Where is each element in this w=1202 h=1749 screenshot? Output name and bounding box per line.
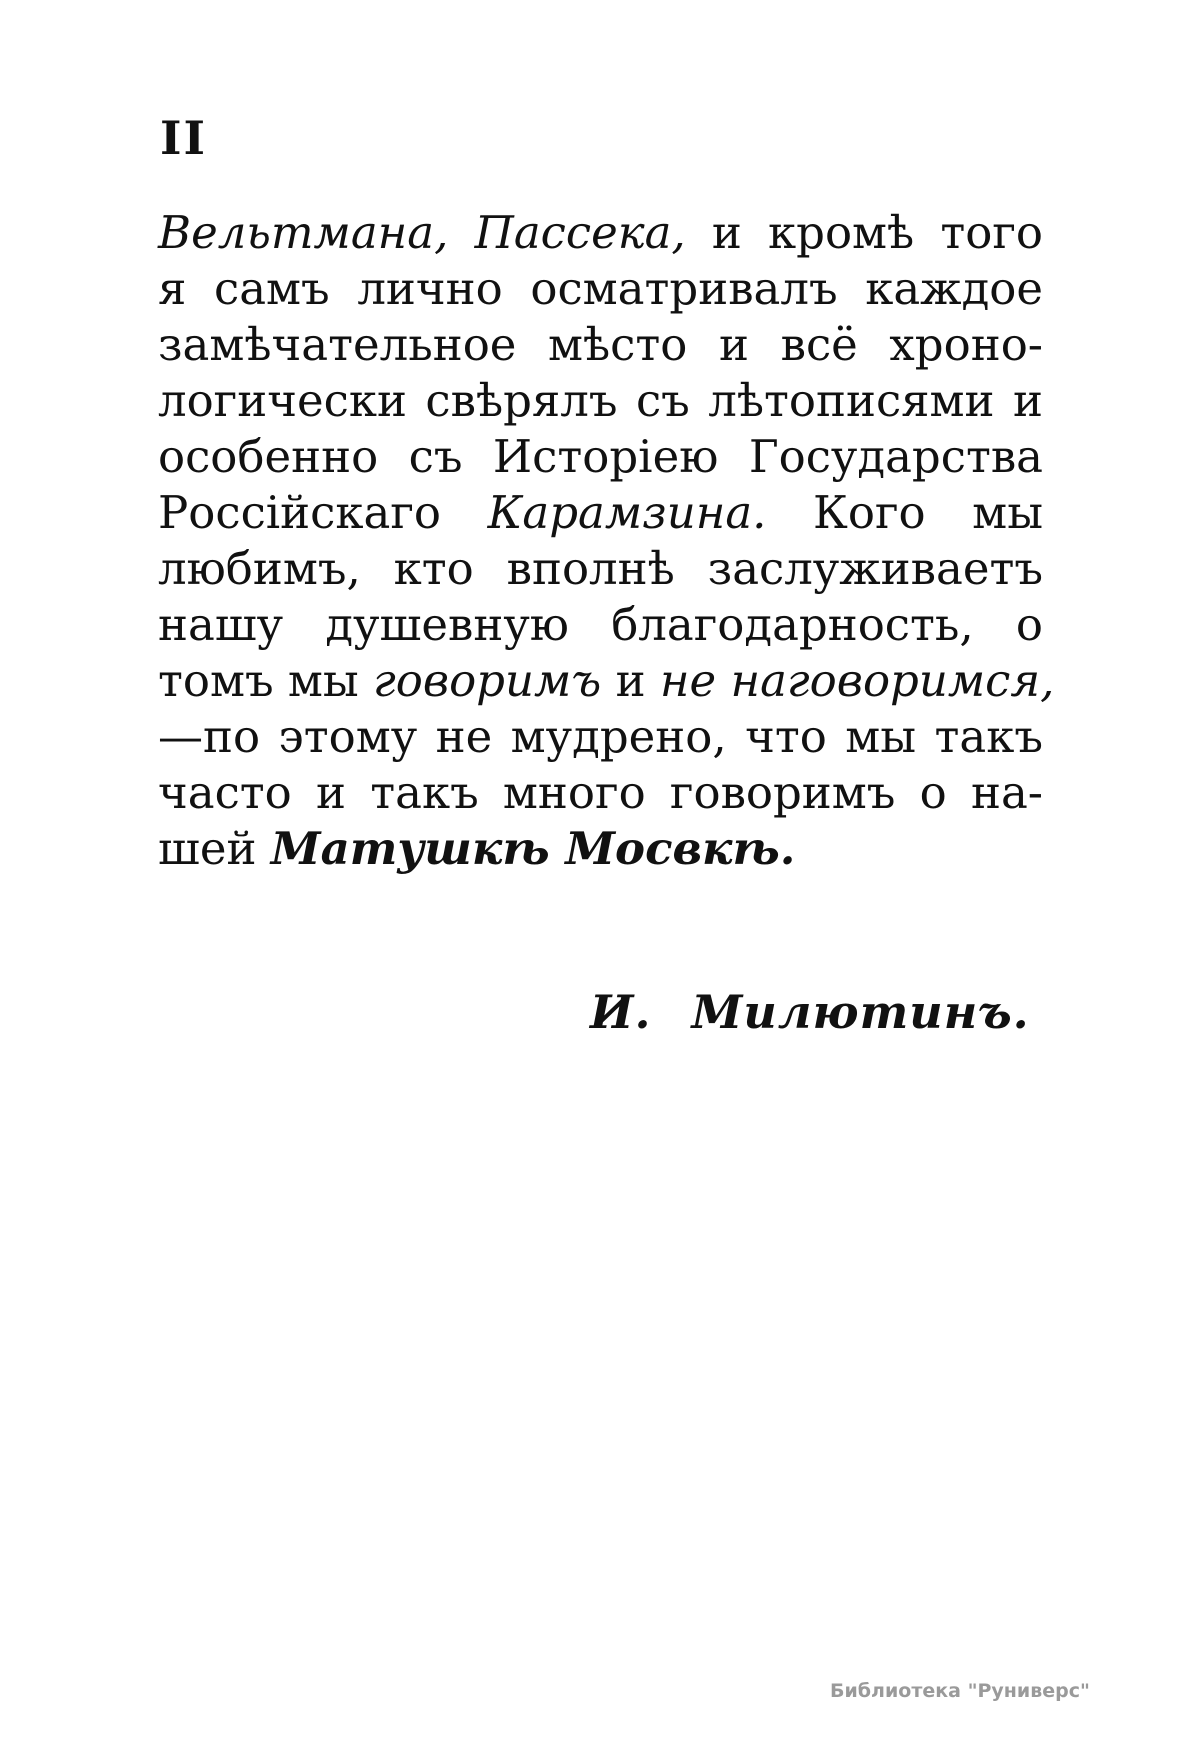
text-segment: особенно съ Исторіею Государства [158, 430, 1043, 483]
signature-initial: И. [590, 985, 652, 1039]
text-segment: замѣчательное мѣсто и всё хроно- [158, 318, 1043, 371]
author-signature [590, 985, 1030, 1039]
text-line [158, 541, 1043, 597]
text-segment [448, 206, 474, 259]
emphasized-text: говоримъ [373, 654, 602, 707]
text-segment: я самъ лично осматривалъ каждое [158, 262, 1043, 315]
body-text [158, 205, 1055, 877]
emphasized-text: Матушкѣ Мосвкѣ. [270, 822, 796, 875]
text-line [158, 205, 1043, 261]
text-line [158, 709, 1043, 765]
text-segment: и [601, 654, 660, 707]
library-watermark: Библиотека "Руниверс" [830, 1680, 1090, 1702]
signature-surname: Милютинъ. [691, 985, 1030, 1039]
text-line [158, 317, 1043, 373]
emphasized-text: Пассека, [474, 206, 686, 259]
text-segment: Россійскаго [158, 486, 488, 539]
text-line [158, 765, 1043, 821]
page-number: II [160, 111, 208, 165]
text-segment: нашу душевную благодарность, о [158, 598, 1043, 651]
text-segment: —по этому не мудрено, что мы такъ [158, 710, 1043, 763]
text-line [158, 429, 1043, 485]
text-segment: томъ мы [158, 654, 374, 707]
text-segment: шей [158, 822, 271, 875]
text-segment: логически свѣрялъ съ лѣтописями и [158, 374, 1043, 427]
text-segment: Кого мы [766, 486, 1044, 539]
text-line [158, 373, 1043, 429]
text-line [158, 261, 1043, 317]
text-segment: и кромѣ того [685, 206, 1043, 259]
emphasized-text: не наговоримся, [659, 654, 1055, 707]
emphasized-text: Вельтмана, [158, 206, 449, 259]
text-line [158, 653, 1055, 709]
text-segment: любимъ, кто вполнѣ заслуживаетъ [158, 542, 1043, 595]
text-line [158, 597, 1043, 653]
text-segment: часто и такъ много говоримъ о на- [158, 766, 1043, 819]
text-line [158, 821, 1043, 877]
emphasized-text: Карамзина. [487, 486, 767, 539]
text-line [158, 485, 1043, 541]
